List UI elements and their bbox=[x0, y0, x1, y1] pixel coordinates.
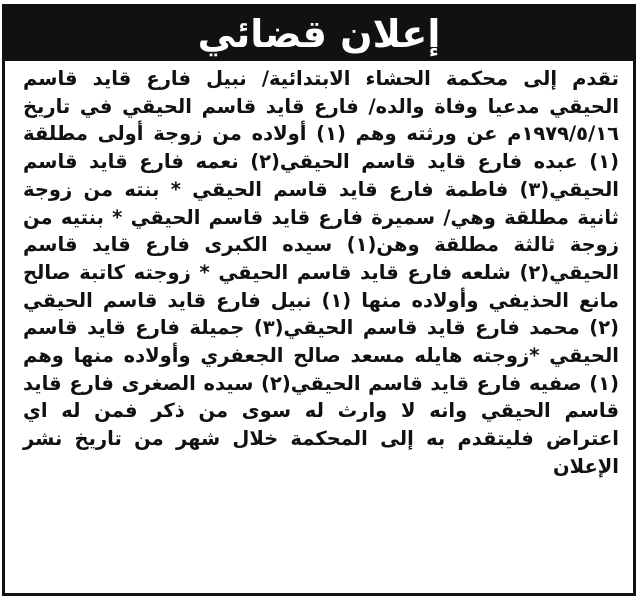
notice-body: تقدم إلى محكمة الحشاء الابتدائية/ نبيل فارع قايد قاسم الحيقي مدعيا وفاة والده/ فارع قايد قاسم الحيقي في تاريخ ١٩٧٩/٥/١٦م عن ورثته وهم (١) أولاده من زوجة أولى مطلقة (١) عبده فارع قايد قاسم الحيقي(٢) نعمه فارع قايد قاسم الحيقي(٣) فاطمة فارع قايد قاسم الحيقي * بنته من زوجة ثانية مطلقة وهي/ سميرة فارع قايد قاسم الحيقي * بنتيه من زوجة ثالثة مطلقة وهن(١) سيده الكبرى فارع قايد قاسم الحيقي(٢) شلعه فارع قايد قاسم الحيقي * زوجته كاتبة صالح مانع الحذيفي وأولاده منها (١) نبيل فارع قايد قاسم الحيقي (٢) محمد فارع قايد قاسم الحيقي(٣) جميلة فارع قايد قاسم الحيقي *زوجته هايله مسعد صالح الجعفري وأولاده منها وهم (١) صفيه فارع قايد قاسم الحيقي(٢) سيده الصغرى فارع قايد قاسم الحيقي وانه لا وارث له سوى من ذكر فمن له اي اعتراض فليتقدم به إلى المحكمة خلال شهر من تاريخ نشر الإعلان bbox=[23, 67, 620, 478]
notice-frame bbox=[2, 4, 636, 596]
notice-title: إعلان قضائي bbox=[197, 12, 441, 56]
title-banner bbox=[5, 7, 633, 61]
